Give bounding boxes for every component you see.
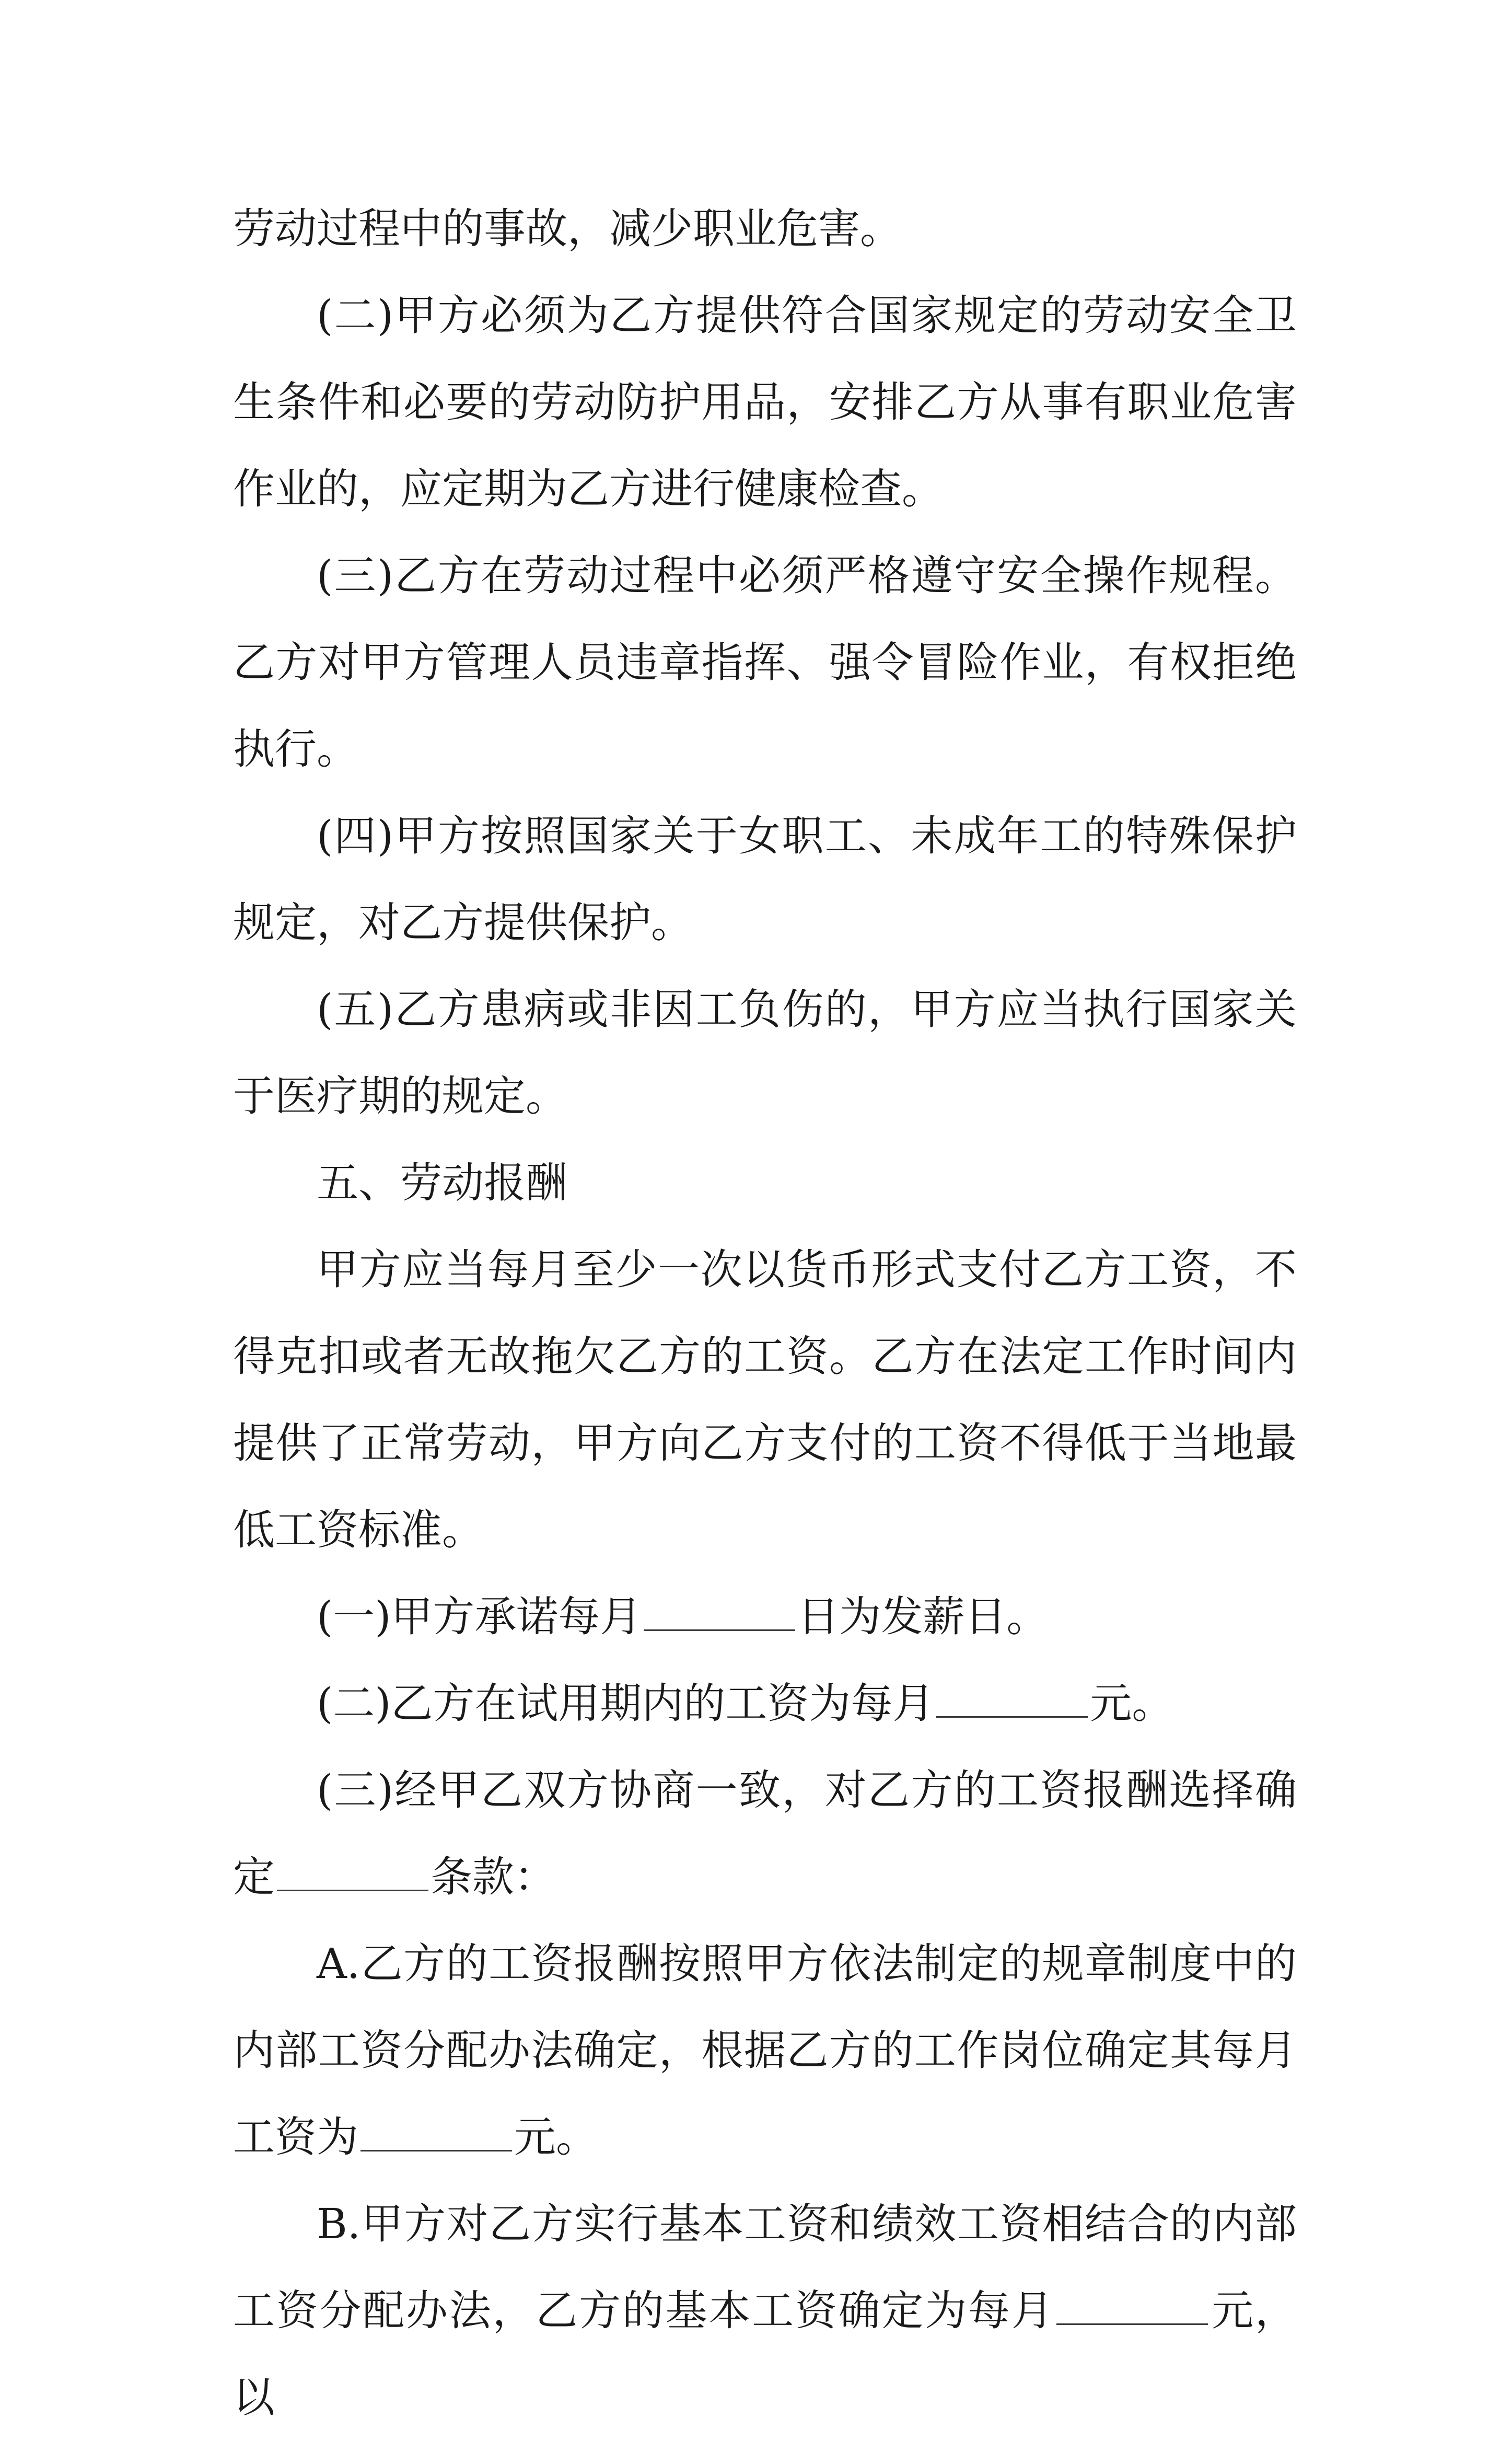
fill-in-blank — [360, 2119, 512, 2151]
paragraph — [233, 186, 1297, 272]
paragraph — [233, 793, 1297, 966]
fill-in-blank — [644, 1598, 795, 1631]
paragraph-text: (三)经甲乙双方协商一致，对乙方的工资报酬选择确定 — [233, 1766, 1297, 1901]
fill-in-blank — [277, 1858, 428, 1891]
paragraph-text: 元，以 — [233, 2286, 1297, 2422]
paragraph-text: (四)甲方按照国家关于女职工、未成年工的特殊保护规定，对乙方提供保护。 — [233, 812, 1297, 947]
paragraph — [233, 1140, 1297, 1227]
paragraph — [233, 1921, 1297, 2181]
paragraph-text: (二)乙方在试用期内的工资为每月 — [317, 1679, 935, 1728]
paragraph — [233, 1227, 1297, 1574]
paragraph-text: 日为发薪日。 — [797, 1592, 1049, 1641]
fill-in-blank — [1056, 2292, 1208, 2325]
paragraph-text: 劳动过程中的事故，减少职业危害。 — [233, 204, 902, 253]
contract-body-text — [233, 186, 1297, 2441]
paragraph — [233, 2181, 1297, 2441]
paragraph-text: 甲方应当每月至少一次以货币形式支付乙方工资，不得克扣或者无故拖欠乙方的工资。乙方在法定工作时间内提供了正常劳动，甲方向乙方支付的工资不得低于当地最低工资标准。 — [233, 1245, 1297, 1554]
paragraph — [233, 1747, 1297, 1921]
paragraph — [233, 1660, 1297, 1747]
paragraph-text: (二)甲方必须为乙方提供符合国家规定的劳动安全卫生条件和必要的劳动防护用品，安排乙方从事有职业危害作业的，应定期为乙方进行健康检查。 — [233, 291, 1297, 513]
paragraph — [233, 1574, 1297, 1660]
paragraph-text: 元。 — [514, 2113, 598, 2161]
paragraph-text: (五)乙方患病或非因工负伤的，甲方应当执行国家关于医疗期的规定。 — [233, 985, 1297, 1120]
paragraph — [233, 533, 1297, 793]
fill-in-blank — [936, 1685, 1088, 1718]
paragraph-text: 条款： — [431, 1853, 556, 1901]
paragraph-text: B.甲方对乙方实行基本工资和绩效工资相结合的内部工资分配办法，乙方的基本工资确定为每月 — [233, 2200, 1297, 2335]
paragraph-text: A.乙方的工资报酬按照甲方依法制定的规章制度中的内部工资分配办法确定，根据乙方的工作岗位确定其每月工资为 — [233, 1939, 1297, 2161]
paragraph — [233, 272, 1297, 533]
paragraph-text: 五、劳动报酬 — [317, 1159, 567, 1207]
paragraph — [233, 966, 1297, 1140]
paragraph-text: (一)甲方承诺每月 — [317, 1592, 642, 1641]
paragraph-text: 元。 — [1090, 1679, 1174, 1728]
paragraph-text: (三)乙方在劳动过程中必须严格遵守安全操作规程。乙方对甲方管理人员违章指挥、强令冒险作业，有权拒绝执行。 — [233, 551, 1297, 773]
